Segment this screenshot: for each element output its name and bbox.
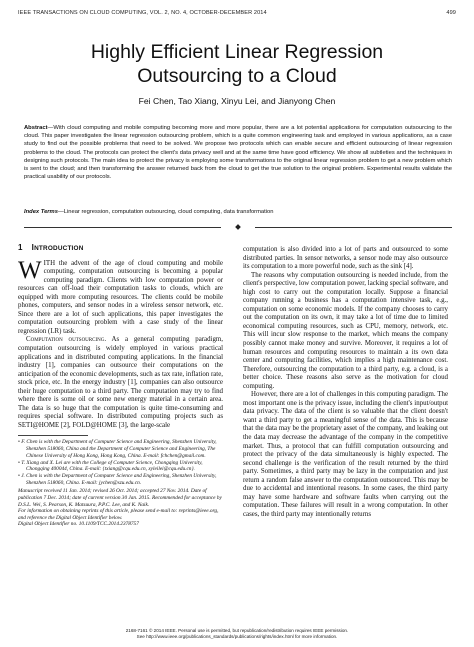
copyright-line-1: 2168-7161 © 2014 IEEE. Personal use is permitted, but republication/redistribution requires IEEE permission. bbox=[125, 628, 349, 633]
right-paragraph-2: The reasons why computation outsourcing is needed include, from the client's perspective, low computation power, lacking special software, and high cost to carry out the computation locally. Suppose a financial company running a business has a computation intensive task, e.g., computation on some economic models. If the company chooses to carry out the computation on its own, it may take a lot of time due to limited economical computing resources, such as CPU, memory, network, etc. This will incur slow response to the market, which means the company possibly cannot make money and survive. Moreover, it requires a lot of human resources and computing resources to maintain a its own data center and computing facilities, which implies a high maintenance cost. Therefore, outsourcing the computation to a third party, e.g. a cloud, is a better choice. These reasons also serve as the motivation for cloud computing. bbox=[243, 271, 448, 390]
author-list: Fei Chen, Tao Xiang, Xinyu Lei, and Jianyong Chen bbox=[138, 96, 336, 106]
diamond-ornament-icon bbox=[235, 224, 241, 230]
copyright-line-2: See http://www.ieee.org/publications_standards/publications/rights/index.html for more information. bbox=[136, 633, 338, 639]
left-column bbox=[18, 244, 223, 528]
title-line-2: Outsourcing to a Cloud bbox=[137, 65, 337, 87]
journal-info: IEEE TRANSACTIONS ON CLOUD COMPUTING, VOL. 2, NO. 4, OCTOBER-DECEMBER 2014 bbox=[18, 10, 267, 16]
intro-paragraph-2 bbox=[18, 336, 223, 430]
footnote-author-2-text: T. Xiang and X. Lei are with the College of Computer Science, Chongqing University, Chongqing 400044, China. E-mail: {txiang@cqu.edu.cn, xyleilei@cqu.edu.cn}. bbox=[21, 459, 203, 473]
index-terms-label: Index Terms bbox=[24, 209, 58, 215]
intro-paragraph-2-text: As a general computing paradigm, computation outsourcing is widely employed in various practical applications and in distributed computing applications. In the financial industry [1], companies can outsource their computations on the anticipation of the economic developments, such as tax rate, inflation rate, stock price, etc. In the energy industry [1], companies can also outsource their huge computation to a third party. The computation may try to find where there is some oil or some new energy material in a certain area. The data is so huge that the computation is quite time-consuming and requires special software. In distributed computing projects such as SETI@HOME [2], FOLD@HOME [3], the large-scale bbox=[18, 336, 223, 429]
divider-line-right bbox=[255, 227, 452, 228]
reprints-info: For information on obtaining reprints of this article, please send e-mail to: reprints@ieee.org, and reference the Digital Object Identifier below. bbox=[18, 508, 219, 521]
paper-title bbox=[40, 40, 434, 88]
page-number: 499 bbox=[446, 10, 456, 16]
footnotes bbox=[18, 439, 223, 528]
section-title-initial: I bbox=[31, 243, 35, 252]
footnote-author-2: • T. Xiang and X. Lei are with the College of Computer Science, Chongqing University, Chongqing 400044, China. E-mail: {txiang@cqu.edu.cn, xyleilei@cqu.edu.cn}. bbox=[18, 459, 203, 473]
abstract-label: Abstract bbox=[24, 125, 48, 131]
title-line-1: Highly Efficient Linear Regression bbox=[90, 41, 384, 63]
section-title-rest: NTRODUCTION bbox=[34, 245, 84, 252]
paragraph-run-in-head: Computation outsourcing. bbox=[26, 336, 107, 344]
footnote-author-1-text: F. Chen is with the Department of Computer Science and Engineering, Shenzhen University, Shenzhen 518060, China and the Department of Computer Science and Engineering, The Chinese University of Hong Kong, Hong Kong, China. E-mail: fchchen@gmail.com. bbox=[21, 439, 217, 459]
abstract bbox=[24, 124, 452, 181]
right-paragraph-3: However, there are a lot of challenges in this computing paradigm. The most important one is the privacy issue, including the client's input/output data privacy. The data of the client is so valuable that the client doesn't want a third party to get a meaningful sense of the data. This is because that the data may be the proprietary asset of the company, and leaking out the data may decrease the advantage of the company in the competitive market. Thus, a protocol that can fulfill computation outsourcing and protect the privacy of the data simultaneously is highly expected. The second challenge is the verification of the result returned by the third party. Sometimes, a third party may be lazy in the computation and just return a random false answer to the computation outsourced. This may be due to accidental and intentional reasons. In some cases, the third party may have some hardware and software faults when carrying out the computation. These failures will result in a wrong computation. In other cases, the third party may intentionally returns bbox=[243, 391, 448, 518]
right-paragraph-1: computation is also divided into a lot of parts and outsourced to some distributed parties. In sensor networks, a sensor node may also outsource its computation to a more powerful node, such as the sink [4]. bbox=[243, 246, 448, 271]
running-head bbox=[18, 10, 456, 20]
footnote-author-3-text: J. Chen is with the Department of Computer Science and Engineering, Shenzhen University, Shenzhen 518060, China. E-mail: jychen@szu.edu.cn. bbox=[21, 473, 217, 486]
section-heading bbox=[18, 244, 223, 254]
right-column bbox=[243, 246, 448, 520]
manuscript-dates: Manuscript received 11 Jan. 2014; revised 26 Oct. 2014; accepted 27 Nov. 2014. Date of publication 7 Dec. 2014; date of current version 30 Jan. 2015. Recommended for acceptance by D.S.L. Wei, S. Pearson, K. Matsuura, P.P.C. Lee, and K. Naik. bbox=[18, 488, 222, 508]
abstract-text: —With cloud computing and mobile computing becoming more and more popular, there are a lot potential applications for computation outsourcing to the cloud. This paper investigates the linear regression outsourcing problem, which is a quite common engineering task and employed in various applications, as a case study to find out the possible problems that need to be solved. We propose two protocols which can enable secure and efficient outsourcing of linear regression problems to the cloud. The protocols can protect the client's data privacy well and at the same time have good efficiency. We show all subtleties and the techniques in designing such protocols. The main idea to protect the privacy is employing some transformations to the original linear regression problem to get a new problem which is sent to the cloud; and then transforming the answer returned back from the cloud to get the true solution to the original problem. Experimental results validate the practical usability of our protocols. bbox=[24, 125, 452, 181]
intro-paragraph-1 bbox=[18, 256, 223, 337]
doi: Digital Object Identifier no. 10.1109/TCC.2014.2378757 bbox=[18, 521, 139, 528]
copyright-footer bbox=[60, 628, 414, 640]
divider-line-left bbox=[24, 227, 221, 228]
intro-paragraph-1-text: ITH the advent of the age of cloud computing and mobile computing, computation outsourcing is becoming a popular computing paradigm. Clients with low computation power or resources can off-load their computation tasks to clouds, which are equipped with more computing resources. The clients could be mobile phones, computers, and sensor nodes in a wireless sensor network, etc. Since there are a lot of such applications, this paper investigates the computation outsourcing problem with a case study of the linear regression (LR) task. bbox=[18, 259, 223, 335]
footnote-rule bbox=[18, 435, 88, 436]
footnote-author-3: • J. Chen is with the Department of Computer Science and Engineering, Shenzhen University, Shenzhen 518060, China. E-mail: jychen@szu.edu.cn. bbox=[18, 473, 217, 486]
index-terms bbox=[24, 208, 452, 216]
drop-cap: W bbox=[18, 256, 42, 284]
section-number: 1 bbox=[18, 243, 23, 252]
footnote-author-1: • F. Chen is with the Department of Computer Science and Engineering, Shenzhen University, Shenzhen 518060, China and the Department of Computer Science and Engineering, The Chinese University of Hong Kong, Hong Kong, China. E-mail: fchchen@gmail.com. bbox=[18, 439, 217, 459]
index-terms-text: —Linear regression, computation outsourcing, cloud computing, data transformation bbox=[57, 209, 274, 215]
section-divider bbox=[24, 224, 452, 230]
